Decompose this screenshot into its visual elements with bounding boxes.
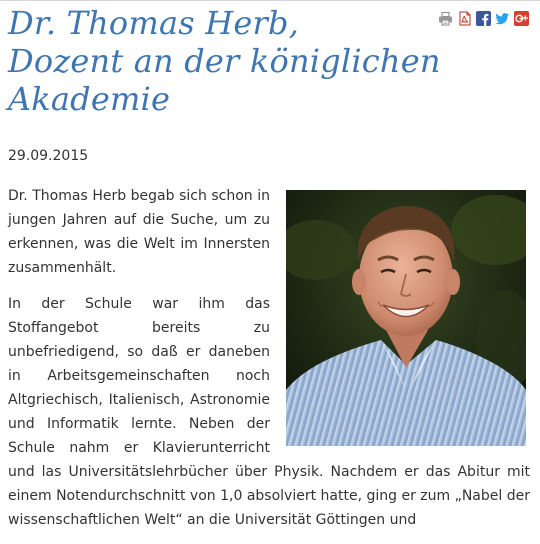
title-line: Dozent an der königlichen	[8, 42, 441, 80]
article-title	[8, 4, 441, 118]
google-plus-icon[interactable]	[514, 11, 529, 26]
paragraph: In der Schule war ihm das Stoffangebot bereits zu unbefriedigend, so daß er daneben in Arbeitsgemeinschaften noch Altgriechisch, Italienisch, Astronomie und Informatik lernte. Neben der Schule nahm er Klavierunterricht und las Universitätslehrbücher über Physik. Nachdem er das Abitur mit einem Notendurchschnitt von 1,0 absolviert hatte, ging er zum „Nabel der wissenschaftlichen Welt“ an die Universität Göttingen und	[8, 296, 530, 528]
article-body	[8, 184, 530, 544]
print-icon[interactable]	[438, 11, 453, 26]
top-divider	[0, 0, 540, 1]
portrait-photo	[286, 190, 526, 446]
title-line: Dr. Thomas Herb,	[8, 4, 300, 42]
title-line: Akademie	[8, 80, 171, 118]
share-toolbar	[438, 11, 529, 26]
facebook-icon[interactable]	[476, 11, 491, 26]
twitter-icon[interactable]	[495, 11, 510, 26]
pdf-icon[interactable]	[457, 11, 472, 26]
article-date: 29.09.2015	[8, 148, 89, 164]
paragraph: Dr. Thomas Herb begab sich schon in jungen Jahren auf die Suche, um zu erkennen, was die Welt im Innersten zusammenhält.	[8, 188, 270, 276]
